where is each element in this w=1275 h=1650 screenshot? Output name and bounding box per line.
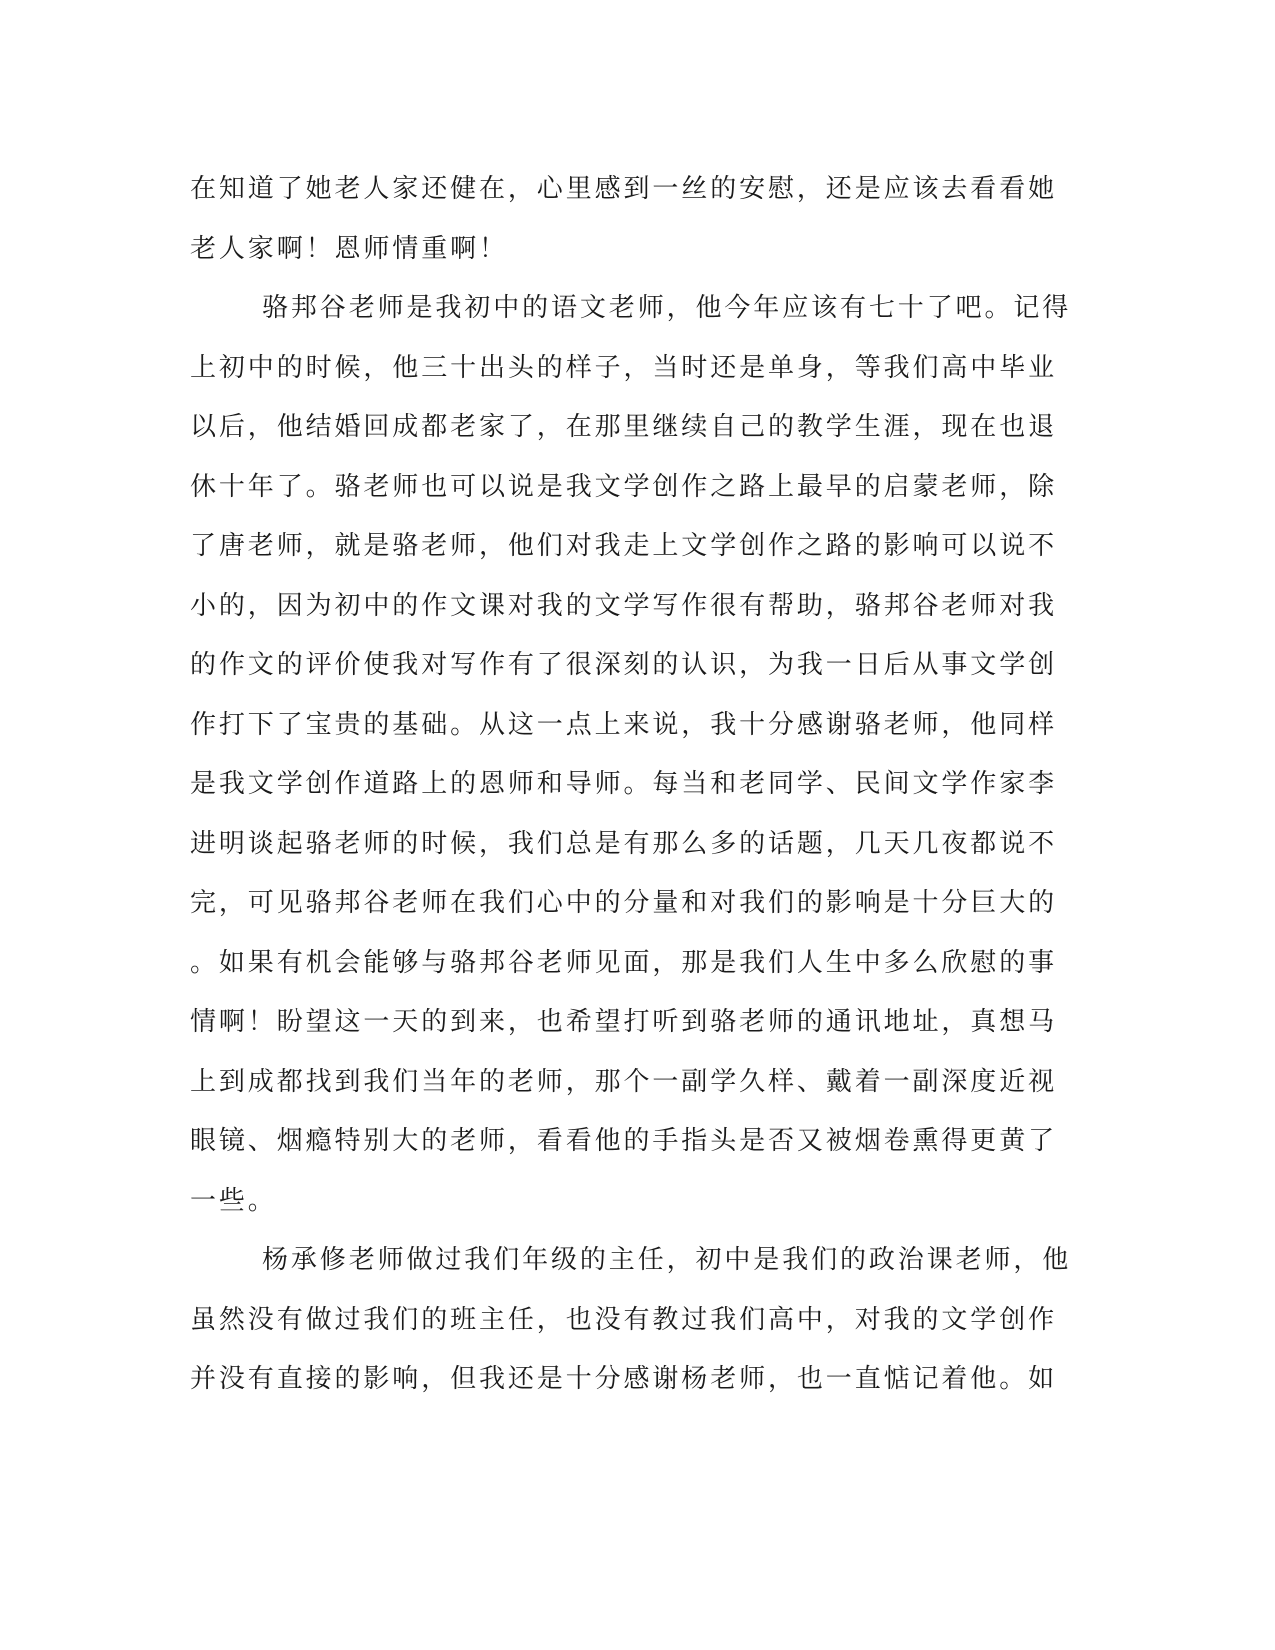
text-line: 一些。 <box>190 1185 277 1216</box>
text-line: 以后，他结婚回成都老家了，在那里继续自己的教学生涯，现在也退 <box>190 412 1058 442</box>
text-line: 了唐老师，就是骆老师，他们对我走上文学创作之路的影响可以说不 <box>190 531 1058 561</box>
text-line: 。如果有机会能够与骆邦谷老师见面，那是我们人生中多么欣慰的事 <box>190 947 1058 978</box>
text-line: 上到成都找到我们当年的老师，那个一副学久样、戴着一副深度近视 <box>190 1066 1058 1097</box>
text-line: 在知道了她老人家还健在，心里感到一丝的安慰，还是应该去看看她 <box>190 174 1058 204</box>
text-line: 眼镜、烟瘾特别大的老师，看看他的手指头是否又被烟卷熏得更黄了 <box>190 1126 1058 1156</box>
body-text <box>190 160 1070 1410</box>
text-line: 情啊！盼望这一天的到来，也希望打听到骆老师的通讯地址，真想马 <box>190 1007 1058 1037</box>
text-line: 是我文学创作道路上的恩师和导师。每当和老同学、民间文学作家李 <box>190 769 1058 799</box>
text-line: 并没有直接的影响，但我还是十分感谢杨老师，也一直惦记着他。如 <box>190 1364 1058 1394</box>
text-line: 上初中的时候，他三十出头的样子，当时还是单身，等我们高中毕业 <box>190 352 1058 383</box>
text-line: 休十年了。骆老师也可以说是我文学创作之路上最早的启蒙老师，除 <box>190 471 1058 502</box>
paragraph-start-line: 杨承修老师做过我们年级的主任，初中是我们的政治课老师，他 <box>262 1245 1072 1275</box>
text-line: 作打下了宝贵的基础。从这一点上来说，我十分感谢骆老师，他同样 <box>190 709 1058 740</box>
text-line: 完，可见骆邦谷老师在我们心中的分量和对我们的影响是十分巨大的 <box>190 888 1058 918</box>
text-line: 虽然没有做过我们的班主任，也没有教过我们高中，对我的文学创作 <box>190 1304 1058 1335</box>
text-line: 老人家啊！恩师情重啊！ <box>190 233 508 264</box>
text-line: 进明谈起骆老师的时候，我们总是有那么多的话题，几天几夜都说不 <box>190 828 1058 859</box>
text-line: 的作文的评价使我对写作有了很深刻的认识，为我一日后从事文学创 <box>190 650 1058 680</box>
text-line: 小的，因为初中的作文课对我的文学写作很有帮助，骆邦谷老师对我 <box>190 590 1058 621</box>
paragraph-start-line: 骆邦谷老师是我初中的语文老师，他今年应该有七十了吧。记得 <box>262 293 1072 323</box>
